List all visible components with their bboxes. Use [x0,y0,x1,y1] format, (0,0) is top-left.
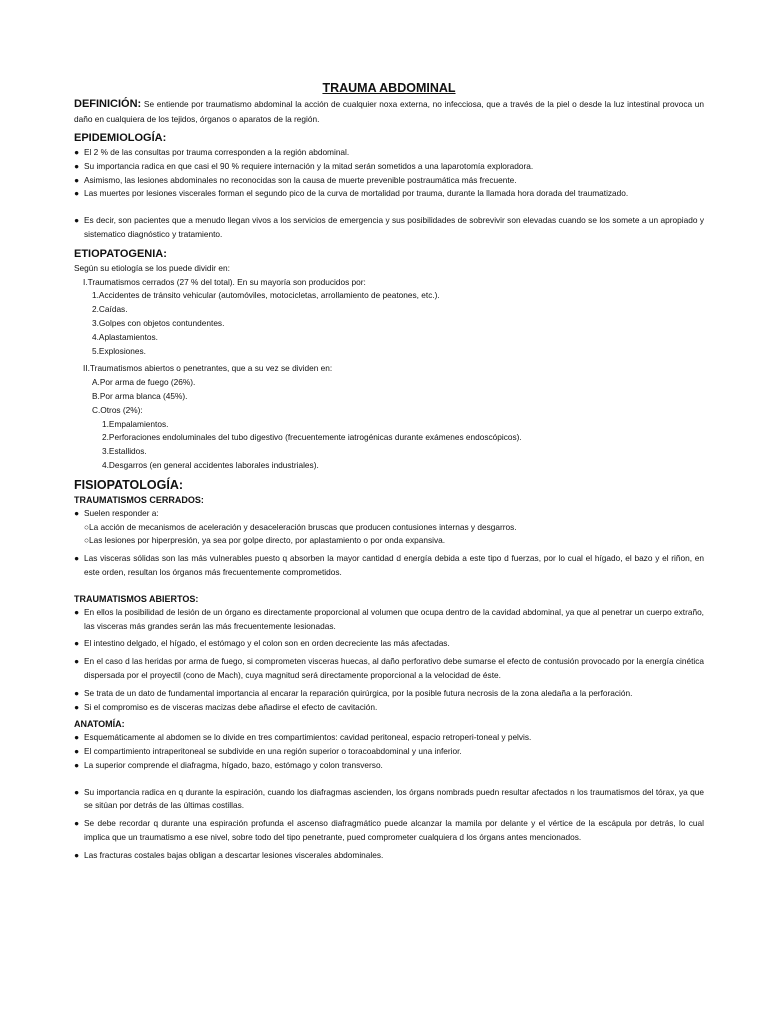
list-item-text: Asimismo, las lesiones abdominales no reconocidas son la causa de muerte prevenible postraumática más frecuente. [84,174,517,185]
document-title: TRAUMA ABDOMINAL [322,81,456,95]
list-item [74,687,704,701]
etiopatogenia-intro: Según su etiología se los puede dividir en: [74,262,230,273]
bullet-icon: ● [74,818,80,829]
bullet-icon: ● [74,507,80,518]
list-item-text: Se debe recordar q durante una espiración profunda el ascenso diafragmático puede alcanzar la mamila por delante y el vértice de la escápula por detrás, lo cual implica que un traumatismo a ese nivel, sobre todo del tipo penetrante, pued comprometer cualquiera d los órgans antes mencionados. [84,818,704,843]
circle-bullet-icon: ○ [84,521,90,532]
list-item-text: Suelen responder a: [84,507,159,518]
list-item [74,637,704,651]
list-item [74,174,704,188]
bullet-icon: ● [74,160,80,171]
definicion-paragraph [74,97,704,126]
traumatismos-cerrados-heading: TRAUMATISMOS CERRADOS: [74,494,204,505]
fisiopatologia-heading: FISIOPATOLOGÍA: [74,477,184,492]
list-item: B.Por arma blanca (45%). [92,390,188,401]
list-item-text: El compartimiento intraperitoneal se subdivide en una región superior o toracoabdominal y una inferior. [84,746,462,757]
list-item: 1.Empalamientos. [102,418,169,429]
list-item: 1.Accidentes de tránsito vehicular (automóviles, motocicletas, arrollamiento de peatones, etc.). [92,290,440,301]
list-item [74,849,704,863]
bullet-icon: ● [74,849,80,860]
list-item [74,214,704,242]
list-item-text: El 2 % de las consultas por trauma corresponden a la región abdominal. [84,147,350,157]
list-item: 4.Aplastamientos. [92,331,158,342]
list-item [74,655,704,683]
list-item-text: Las visceras sólidas son las más vulnerables puesto q absorben la mayor cantidad d energía debida a este tipo d fuerzas, por lo cual el hígado, el bazo y el riñon, en este orden, resultan los órganos más frecuentemente comprometidos. [84,553,704,577]
circle-bullet-icon: ○ [84,535,90,546]
bullet-icon: ● [74,638,80,649]
list-item [74,187,704,201]
bullet-icon: ● [74,215,80,226]
bullet-icon: ● [74,606,80,617]
list-item [74,731,704,745]
list-item [74,552,704,580]
list-item-text: Las fracturas costales bajas obligan a descartar lesiones viscerales abdominales. [84,849,384,860]
bullet-icon: ● [74,147,80,157]
list-item [74,701,704,715]
list-item [74,146,704,160]
list-item-text: Su importancia radica en que casi el 90 % requiere internación y la mitad serán sometidos a una laparotomía exploradora. [84,160,534,171]
list-item-text: Las lesiones por hiperpresión, ya sea por golpe directo, por aplastamiento o por onda expansiva. [89,535,446,546]
list-item: 2.Perforaciones endoluminales del tubo digestivo (frecuentemente iatrogénicas durante exámenes endoscópicos). [102,432,522,443]
bullet-icon: ● [74,188,80,199]
abiertos-label: II.Traumatismos abiertos o penetrantes, que a su vez se dividen en: [83,363,333,374]
bullet-icon: ● [74,759,80,770]
list-item [74,759,704,773]
bullet-icon: ● [74,174,80,185]
etiopatogenia-heading: ETIOPATOGENIA: [74,247,167,260]
sub-list-item [74,521,704,535]
sub-list-item [74,534,704,548]
list-item-text: Si el compromiso es de visceras macizas debe añadirse el efecto de cavitación. [84,701,378,712]
list-item-text: Es decir, son pacientes que a menudo llegan vivos a los servicios de emergencia y sus posibilidades de sobrevivir son elevadas cuando se los somete a un apropiado y sistematico diagnóstico y tratamiento. [84,215,704,239]
list-item-text: La superior comprende el diafragma, hígado, bazo, estómago y colon transverso. [84,759,383,770]
list-item-text: En el caso d las heridas por arma de fuego, si comprometen visceras huecas, al daño perforativo debe sumarse el efecto de contusión provocado por la energía cinética dispersada por el proyectil (cono de Mach), cuya magnitud será directamente proporcional a la velocidad de éste. [84,656,704,680]
definicion-heading: DEFINICIÓN: [74,98,142,110]
list-item-text: Se trata de un dato de fundamental importancia al encarar la reparación quirúrgica, por la posible futura necrosis de la zona aledaña a la perforación. [84,687,633,698]
bullet-icon: ● [74,553,80,564]
bullet-icon: ● [74,701,80,712]
list-item: C.Otros (2%): [92,404,143,415]
list-item: A.Por arma de fuego (26%). [92,377,196,388]
epidemiologia-heading: EPIDEMIOLOGÍA: [74,132,167,144]
list-item: 5.Explosiones. [92,345,146,356]
list-item-text: El intestino delgado, el hígado, el estómago y el colon son en orden decreciente las más afectadas. [84,638,450,649]
bullet-icon: ● [74,746,80,757]
list-item-text: Esquemáticamente al abdomen se lo divide en tres compartimientos: cavidad peritoneal, espacio retroperi-toneal y pelvis. [84,732,532,743]
list-item-text: En ellos la posibilidad de lesión de un órgano es directamente proporcional al volumen que ocupa dentro de la cavidad abdominal, ya que al penetrar un cuerpo extraño, las visceras más grandes serán las más frecuentemente lesionadas. [84,606,704,631]
list-item: 2.Caídas. [92,304,128,315]
list-item: 3.Estallidos. [102,446,147,457]
traumatismos-abiertos-heading: TRAUMATISMOS ABIERTOS: [74,593,199,604]
bullet-icon: ● [74,656,80,667]
list-item-text: Las muertes por lesiones viscerales forman el segundo pico de la curva de mortalidad por trauma, durante la llamada hora dorada del traumatizado. [84,188,629,199]
list-item [74,160,704,174]
list-item: 4.Desgarros (en general accidentes laborales industriales). [102,459,319,470]
cerrados-label: I.Traumatismos cerrados (27 % del total). En su mayoría son producidos por: [83,276,366,287]
bullet-icon: ● [74,687,80,698]
definicion-text: Se entiende por traumatismo abdominal la acción de cualquier noxa externa, no infecciosa, que a través de la piel o desde la luz intestinal provoca un daño en cualquiera de los tejidos, órganos o aparatos de la región. [74,99,704,124]
bullet-icon: ● [74,786,80,797]
list-item [74,817,704,845]
list-item: 3.Golpes con objetos contundentes. [92,317,225,328]
anatomia-heading: ANATOMÍA: [74,719,125,730]
list-item [74,606,704,634]
list-item [74,745,704,759]
bullet-icon: ● [74,732,80,743]
list-item-text: La acción de mecanismos de aceleración y desaceleración bruscas que producen contusiones internas y desgarros. [89,521,517,532]
list-item [74,786,704,814]
list-item-text: Su importancia radica en q durante la espiración, cuando los diafragmas ascienden, los órgans nombrads puedn resultar afectados n los traumatismos del tórax, ya que se sitúan por detrás de las últimas costillas. [84,786,704,811]
list-item [74,507,704,521]
